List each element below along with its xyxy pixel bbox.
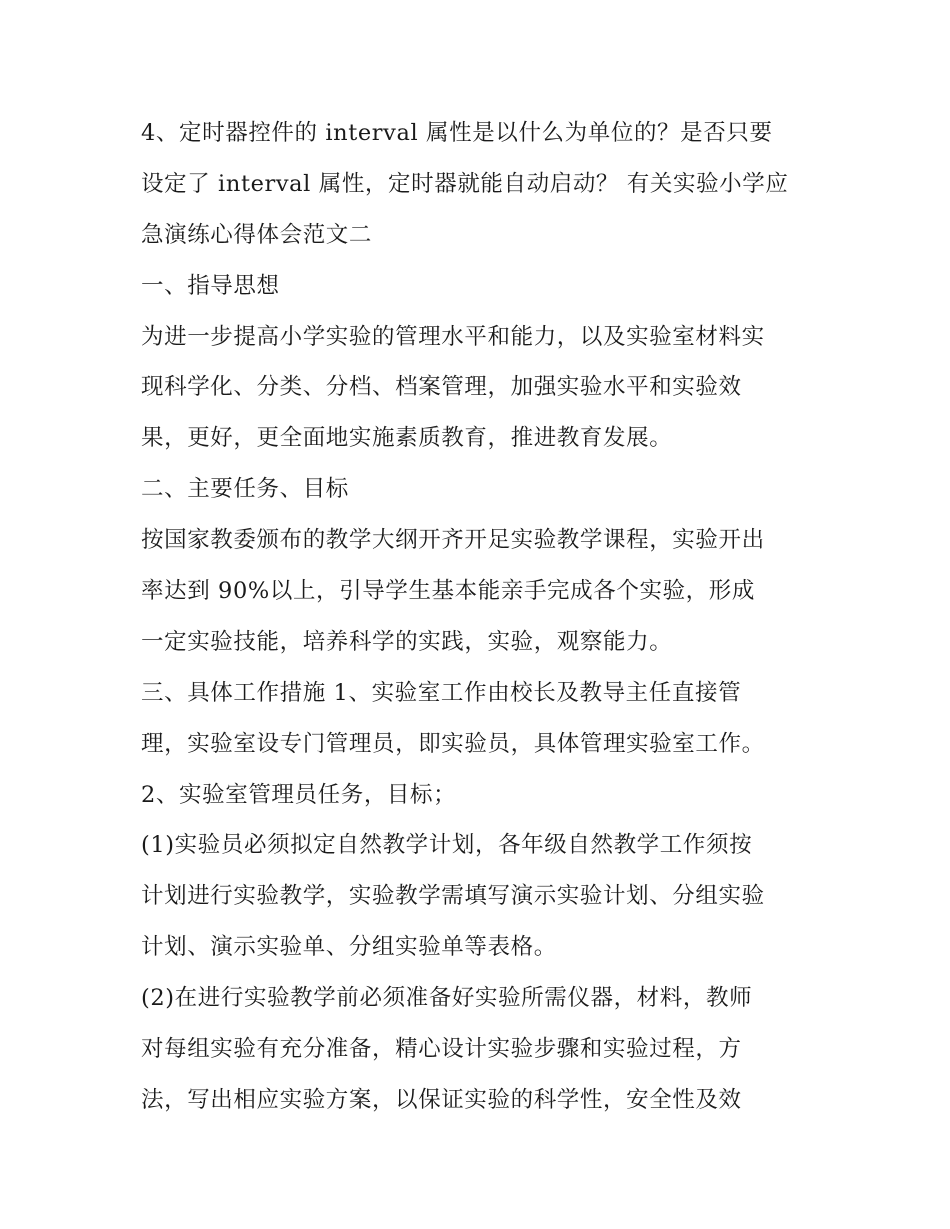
text-line: 法，写出相应实验方案，以保证实验的科学性，安全性及效	[141, 1086, 742, 1113]
text-line: 按国家教委颁布的教学大纲开齐开足实验教学课程，实验开出	[141, 527, 765, 554]
text-line: 为进一步提高小学实验的管理水平和能力，以及实验室材料实	[141, 323, 765, 350]
text-line: 对每组实验有充分准备，精心设计实验步骤和实验过程，方	[141, 1036, 742, 1063]
text-line: 计划、演示实验单、分组实验单等表格。	[141, 934, 557, 961]
text-line: 急演练心得体会范文二	[141, 221, 373, 248]
document-body	[141, 108, 831, 1126]
text-line: 设定了 interval 属性，定时器就能自动启动？ 有关实验小学应	[141, 170, 789, 197]
section-heading: 一、指导思想	[141, 272, 280, 299]
text-line: 4、定时器控件的 interval 属性是以什么为单位的？是否只要	[141, 120, 773, 146]
text-line: 一定实验技能，培养科学的实践，实验，观察能力。	[141, 628, 673, 655]
text-line: 2、实验室管理员任务，目标；	[141, 781, 457, 808]
text-line: (2)在进行实验教学前必须准备好实验所需仪器，材料，教师	[141, 985, 753, 1012]
section-heading: 二、主要任务、目标	[141, 476, 349, 503]
text-line: 率达到 90%以上，引导学生基本能亲手完成各个实验，形成	[141, 578, 755, 605]
text-line: (1)实验员必须拟定自然教学计划，各年级自然教学工作须按	[141, 832, 753, 859]
section-heading: 三、具体工作措施 1、实验室工作由校长及教导主任直接管	[141, 679, 742, 706]
text-line: 计划进行实验教学，实验教学需填写演示实验计划、分组实验	[141, 883, 765, 910]
text-line: 果，更好，更全面地实施素质教育，推进教育发展。	[141, 425, 673, 452]
text-line: 理，实验室设专门管理员，即实验员，具体管理实验室工作。	[141, 730, 765, 757]
text-line: 现科学化、分类、分档、档案管理，加强实验水平和实验效	[141, 374, 742, 401]
